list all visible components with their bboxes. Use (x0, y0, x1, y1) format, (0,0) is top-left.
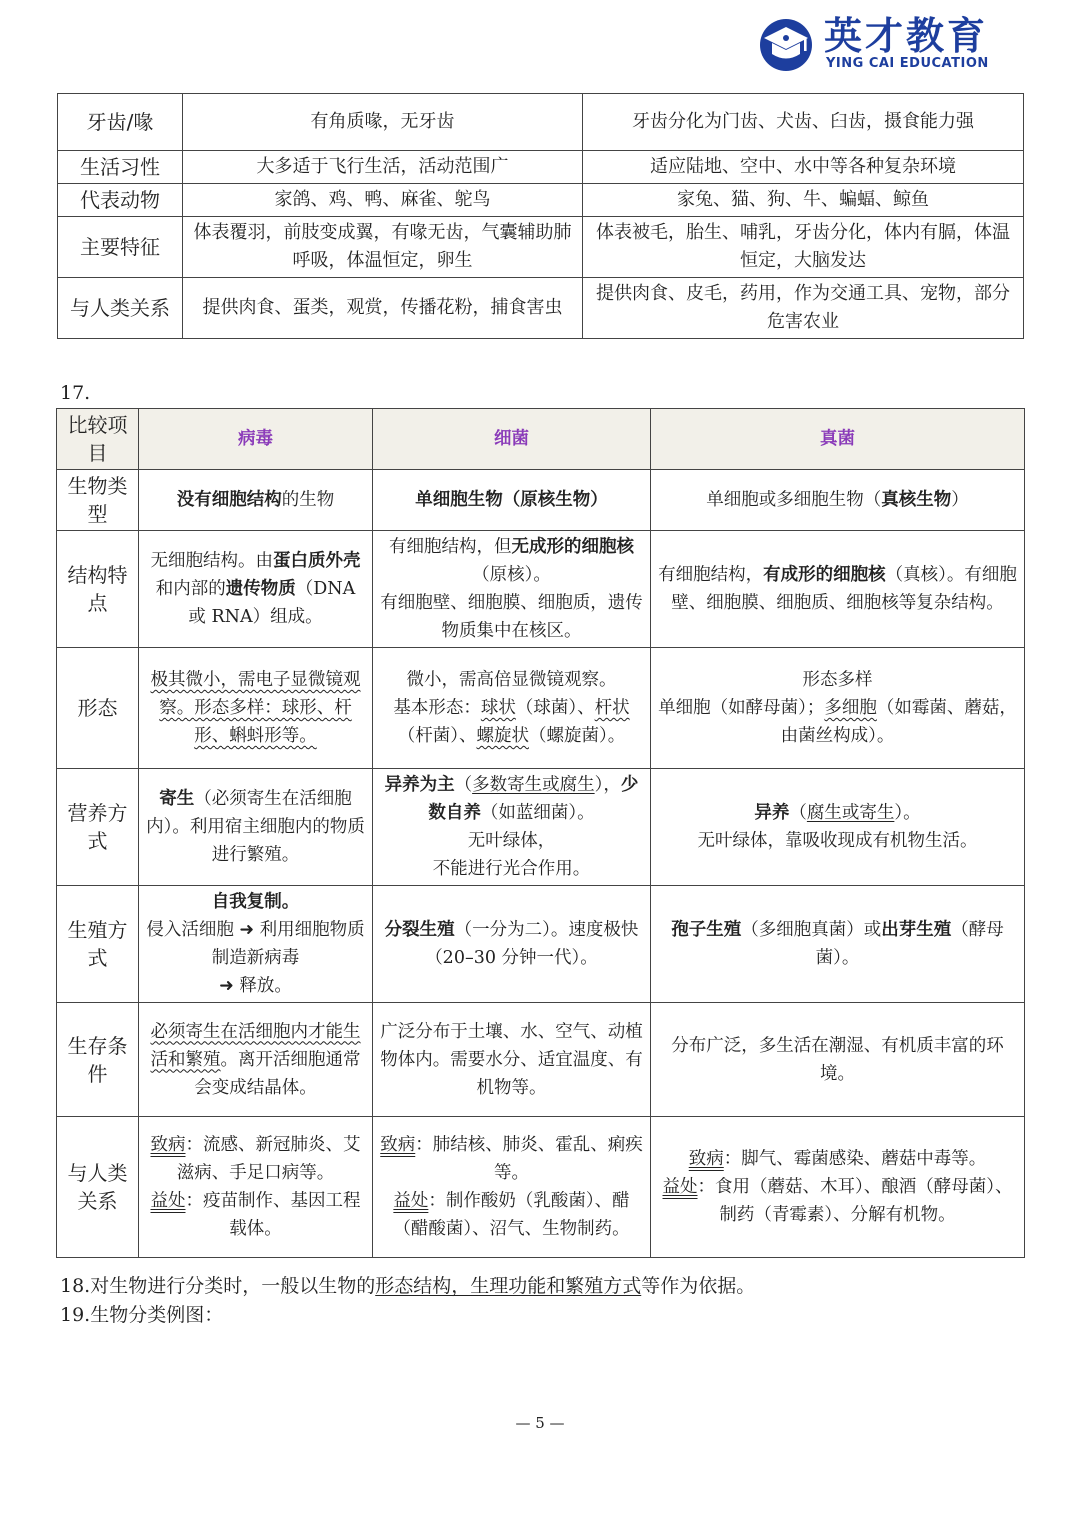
row-label: 与人类关系 (58, 278, 183, 339)
item-18-text: 18.对生物进行分类时，一般以生物的形态结构，生理功能和繁殖方式等作为依据。 (60, 1275, 756, 1297)
bacteria-cell: 异养为主（多数寄生或腐生），少数自养（如蓝细菌）。 无叶绿体， 不能进行光合作用。 (373, 769, 651, 886)
table-row (58, 151, 1024, 184)
row-label: 生殖方式 (57, 886, 139, 1003)
row-label: 结构特点 (57, 531, 139, 648)
fungi-cell: 形态多样 单细胞（如酵母菌）；多细胞（如霉菌、蘑菇，由菌丝构成）。 (651, 648, 1025, 769)
virus-cell: 寄生（必须寄生在活细胞内）。利用宿主细胞内的物质进行繁殖。 (139, 769, 373, 886)
row-label: 生物类型 (57, 470, 139, 531)
virus-cell: 自我复制。 侵入活细胞 ➜ 利用细胞物质制造新病毒 ➜ 释放。 (139, 886, 373, 1003)
mammal-cell: 体表被毛，胎生、哺乳，牙齿分化，体内有膈，体温恒定，大脑发达 (583, 217, 1024, 278)
item-19-text: 19.生物分类例图： (60, 1304, 224, 1326)
bird-cell: 大多适于飞行生活，活动范围广 (183, 151, 583, 184)
row-label: 形态 (57, 648, 139, 769)
logo (756, 12, 1006, 74)
arrow-right-icon: ➜ (239, 920, 255, 940)
row-label: 与人类关系 (57, 1117, 139, 1258)
logo-chinese-text: 英才教育 (824, 14, 989, 58)
table-row-type (57, 470, 1025, 531)
bird-cell: 提供肉食、蛋类，观赏，传播花粉，捕食害虫 (183, 278, 583, 339)
row-label: 营养方式 (57, 769, 139, 886)
logo-english-text: YING CAI EDUCATION (826, 56, 989, 71)
mammal-cell: 适应陆地、空中、水中等各种复杂环境 (583, 151, 1024, 184)
table-row-reproduction (57, 886, 1025, 1003)
header-bacteria: 细菌 (373, 409, 651, 470)
table-row (58, 184, 1024, 217)
mammal-cell: 家兔、猫、狗、牛、蝙蝠、鲸鱼 (583, 184, 1024, 217)
row-label: 主要特征 (58, 217, 183, 278)
row-label: 牙齿/喙 (58, 94, 183, 151)
table-row-structure (57, 531, 1025, 648)
row-label: 生存条件 (57, 1003, 139, 1117)
fungi-cell: 异养（腐生或寄生）。 无叶绿体，靠吸收现成有机物生活。 (651, 769, 1025, 886)
virus-cell: 必须寄生在活细胞内才能生活和繁殖。离开活细胞通常会变成结晶体。 (139, 1003, 373, 1117)
table-row-relation (57, 1117, 1025, 1258)
fungi-cell: 致病：脚气、霉菌感染、蘑菇中毒等。 益处：食用（蘑菇、木耳）、酿酒（酵母菌）、制药（青霉素）、分解有机物。 (651, 1117, 1025, 1258)
bird-mammal-table (57, 93, 1024, 339)
virus-bacteria-fungi-table (56, 408, 1025, 1258)
bird-cell: 有角质喙，无牙齿 (183, 94, 583, 151)
bacteria-cell: 单细胞生物（原核生物） (373, 470, 651, 531)
table-row (58, 217, 1024, 278)
graduation-cap-logo-icon (756, 14, 816, 72)
bacteria-cell: 广泛分布于土壤、水、空气、动植物体内。需要水分、适宜温度、有机物等。 (373, 1003, 651, 1117)
section-number-17: 17. (60, 382, 91, 404)
bacteria-cell: 分裂生殖（一分为二）。速度极快（20–30 分钟一代）。 (373, 886, 651, 1003)
fungi-cell: 孢子生殖（多细胞真菌）或出芽生殖（酵母菌）。 (651, 886, 1025, 1003)
bird-cell: 家鸽、鸡、鸭、麻雀、鸵鸟 (183, 184, 583, 217)
fungi-cell: 分布广泛，多生活在潮湿、有机质丰富的环境。 (651, 1003, 1025, 1117)
page-number: — 5 — (515, 1414, 565, 1432)
mammal-cell: 牙齿分化为门齿、犬齿、臼齿，摄食能力强 (583, 94, 1024, 151)
table-row-nutrition (57, 769, 1025, 886)
virus-cell: 没有细胞结构的生物 (139, 470, 373, 531)
bacteria-cell: 微小，需高倍显微镜观察。 基本形态：球状（球菌）、杆状（杆菌）、螺旋状（螺旋菌）。 (373, 648, 651, 769)
header-fungi: 真菌 (651, 409, 1025, 470)
table-header-row (57, 409, 1025, 470)
table-row-shape (57, 648, 1025, 769)
header-virus: 病毒 (139, 409, 373, 470)
fungi-cell: 有细胞结构，有成形的细胞核（真核）。有细胞壁、细胞膜、细胞质、细胞核等复杂结构。 (651, 531, 1025, 648)
table-row-survival (57, 1003, 1025, 1117)
arrow-right-icon: ➜ (219, 976, 234, 996)
header-label: 比较项目 (57, 409, 139, 470)
virus-cell: 极其微小，需电子显微镜观察。形态多样：球形、杆形、蝌蚪形等。 (139, 648, 373, 769)
bacteria-cell: 有细胞结构，但无成形的细胞核（原核）。 有细胞壁、细胞膜、细胞质，遗传物质集中在核区。 (373, 531, 651, 648)
bird-cell: 体表覆羽，前肢变成翼，有喙无齿，气囊辅助肺呼吸，体温恒定，卵生 (183, 217, 583, 278)
mammal-cell: 提供肉食、皮毛，药用，作为交通工具、宠物，部分危害农业 (583, 278, 1024, 339)
row-label: 生活习性 (58, 151, 183, 184)
table-row (58, 278, 1024, 339)
fungi-cell: 单细胞或多细胞生物（真核生物） (651, 470, 1025, 531)
virus-cell: 无细胞结构。由蛋白质外壳和内部的遗传物质（DNA 或 RNA）组成。 (139, 531, 373, 648)
row-label: 代表动物 (58, 184, 183, 217)
bacteria-cell: 致病：肺结核、肺炎、霍乱、痢疾等。 益处：制作酸奶（乳酸菌）、醋（醋酸菌）、沼气、生物制药。 (373, 1117, 651, 1258)
table-row (58, 94, 1024, 151)
virus-cell: 致病：流感、新冠肺炎、艾滋病、手足口病等。 益处：疫苗制作、基因工程载体。 (139, 1117, 373, 1258)
